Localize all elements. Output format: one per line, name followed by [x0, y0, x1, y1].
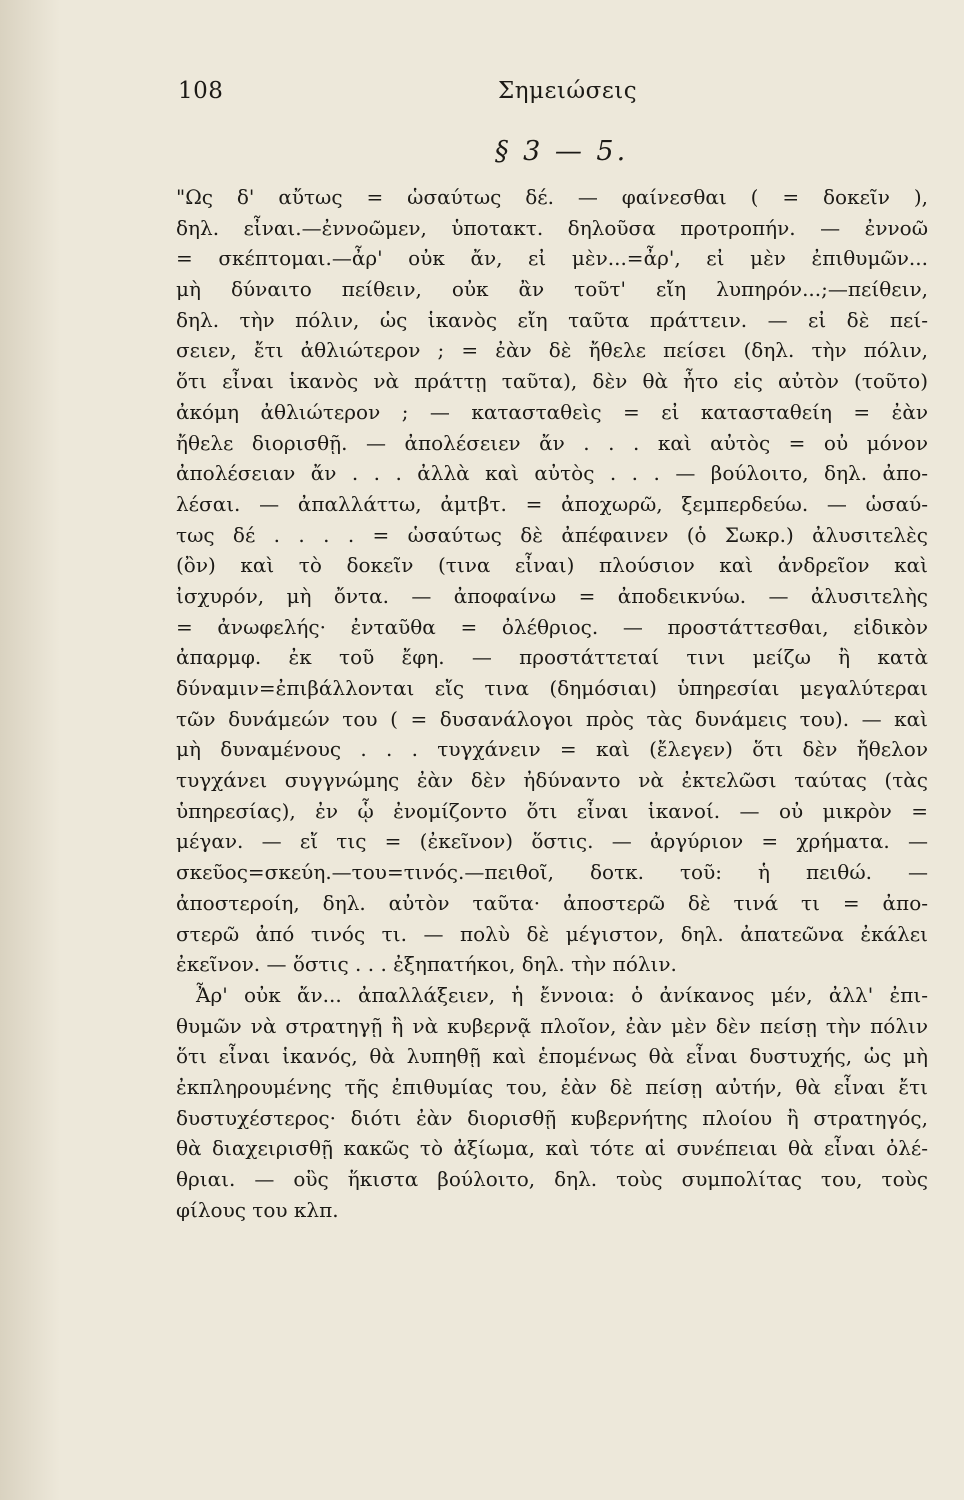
text-line: "Ως δ' αὔτως = ὡσαύτως δέ. — φαίνεσθαι ( = δοκεῖν ), [176, 185, 928, 209]
text-line: στερῶ ἀπό τινός τι. — πολὺ δὲ μέγιστον, δηλ. ἀπατεῶνα ἐκάλει [176, 921, 928, 946]
page-header [178, 78, 754, 114]
page-gutter-shadow [0, 0, 60, 1500]
text-line: δύναμιν=ἐπιβάλλονται εἴς τινα (δημόσιαι) ὑπηρεσίαι μεγαλύτεραι [176, 676, 928, 700]
text-line: τῶν δυνάμεών του ( = δυσανάλογοι πρὸς τὰς δυνάμεις του). — καὶ [176, 706, 928, 731]
text-line: (ὂν) καὶ τὸ δοκεῖν (τινα εἶναι) πλούσιον καὶ ἀνδρεῖον καὶ [176, 553, 928, 578]
section-heading: § 3 — 5. [495, 136, 629, 167]
text-line: μέγαν. — εἴ τις = (ἐκεῖνον) ὅστις. — ἀργύριον = χρήματα. — [176, 829, 928, 854]
text-line: σειεν, ἔτι ἀθλιώτερον ; = ἐὰν δὲ ἤθελε πείσει (δηλ. τὴν πόλιν, [176, 338, 928, 363]
text-line: ἀπολέσειαν ἄν . . . ἀλλὰ καὶ αὐτὸς . . . — βούλοιτο, δηλ. ἀπο- [176, 461, 928, 486]
text-line: ὅτι εἶναι ἱκανός, θὰ λυπηθῇ καὶ ἑπομένως θὰ εἶναι δυστυχής, ὡς μὴ [176, 1044, 928, 1069]
text-line: δηλ. εἶναι.—ἐννοῶμεν, ὑποτακτ. δηλοῦσα προτροπήν. — ἐννοῶ [176, 215, 928, 240]
text-line: τυγχάνει συγγνώμης ἐὰν δὲν ἠδύναντο νὰ ἐκτελῶσι ταύτας (τὰς [176, 768, 928, 793]
text-line: ἀποστεροίη, δηλ. αὐτὸν ταῦτα· ἀποστερῶ δὲ τινά τι = ἀπο- [176, 890, 928, 915]
notes-paragraph-1 [176, 182, 928, 980]
text-line: Ἆρ' οὐκ ἄν... ἀπαλλάξειεν, ἡ ἔννοια: ὁ ἀνίκανος μέν, ἀλλ' ἐπι- [196, 982, 928, 1007]
page-number: 108 [178, 78, 224, 104]
text-line: δηλ. τὴν πόλιν, ὡς ἱκανὸς εἴη ταῦτα πράττειν. — εἰ δὲ πεί- [176, 307, 928, 332]
notes-paragraph-2 [176, 980, 928, 1226]
text-line: σκεῦος=σκεύη.—του=τινός.—πειθοῖ, δοτκ. τοῦ: ἡ πειθώ. — [176, 860, 928, 885]
text-line: = ἀνωφελής· ἐνταῦθα = ὀλέθριος. — προστάττεσθαι, εἰδικὸν [176, 614, 928, 639]
text-line: τως δέ . . . . = ὡσαύτως δὲ ἀπέφαινεν (ὁ Σωκρ.) ἀλυσιτελὲς [176, 522, 928, 547]
text-line: ἀκόμη ἀθλιώτερον ; — κατασταθεὶς = εἰ κατασταθείη = ἐὰν [176, 399, 928, 424]
text-line: = σκέπτομαι.—ἆρ' οὐκ ἄν, εἰ μὲν...=ἆρ', εἰ μὲν ἐπιθυμῶν... [176, 246, 928, 271]
notes-body [176, 182, 928, 1225]
text-line: θυμῶν νὰ στρατηγῇ ἢ νὰ κυβερνᾷ πλοῖον, ἐὰν μὲν δὲν πείσῃ τὴν πόλιν [176, 1013, 928, 1038]
text-line: ἐκπληρουμένης τῆς ἐπιθυμίας του, ἐὰν δὲ πείσῃ αὐτήν, θὰ εἶναι ἔτι [176, 1074, 928, 1099]
text-line: δυστυχέστερος· διότι ἐὰν διορισθῇ κυβερνήτης πλοίου ἢ στρατηγός, [176, 1105, 928, 1130]
text-line: φίλους του κλπ. [176, 1197, 339, 1222]
text-line: θὰ διαχειρισθῇ κακῶς τὸ ἀξίωμα, καὶ τότε αἱ συνέπειαι θὰ εἶναι ὀλέ- [176, 1136, 928, 1161]
text-line: λέσαι. — ἀπαλλάττω, ἀμτβτ. = ἀποχωρῶ, ξεμπερδεύω. — ὡσαύ- [176, 491, 928, 516]
text-line: ἐκεῖνον. — ὅστις . . . ἐξηπατήκοι, δηλ. τὴν πόλιν. [176, 952, 677, 977]
running-title: Σημειώσεις [498, 78, 638, 104]
text-line: ὅτι εἶναι ἱκανὸς νὰ πράττῃ ταῦτα), δὲν θὰ ἦτο εἰς αὐτὸν (τοῦτο) [176, 369, 928, 394]
text-line: ἤθελε διορισθῇ. — ἀπολέσειεν ἄν . . . καὶ αὐτὸς = οὐ μόνον [176, 430, 928, 455]
text-line: μὴ δύναιτο πείθειν, οὐκ ἂν τοῦτ' εἴη λυπηρόν...;—πείθειν, [176, 277, 928, 302]
text-line: ὑπηρεσίας), ἐν ᾧ ἐνομίζοντο ὅτι εἶναι ἱκανοί. — οὐ μικρὸν = [176, 798, 928, 823]
text-line: ἀπαρμφ. ἐκ τοῦ ἔφη. — προστάττεταί τινι μείζω ἢ κατὰ [176, 645, 928, 670]
text-line: ἰσχυρόν, μὴ ὄντα. — ἀποφαίνω = ἀποδεικνύω. — ἀλυσιτελὴς [176, 583, 928, 608]
text-line: θριαι. — οὓς ἥκιστα βούλοιτο, δηλ. τοὺς συμπολίτας του, τοὺς [176, 1167, 928, 1191]
text-line: μὴ δυναμένους . . . τυγχάνειν = καὶ (ἔλεγεν) ὅτι δὲν ἤθελον [176, 737, 928, 762]
